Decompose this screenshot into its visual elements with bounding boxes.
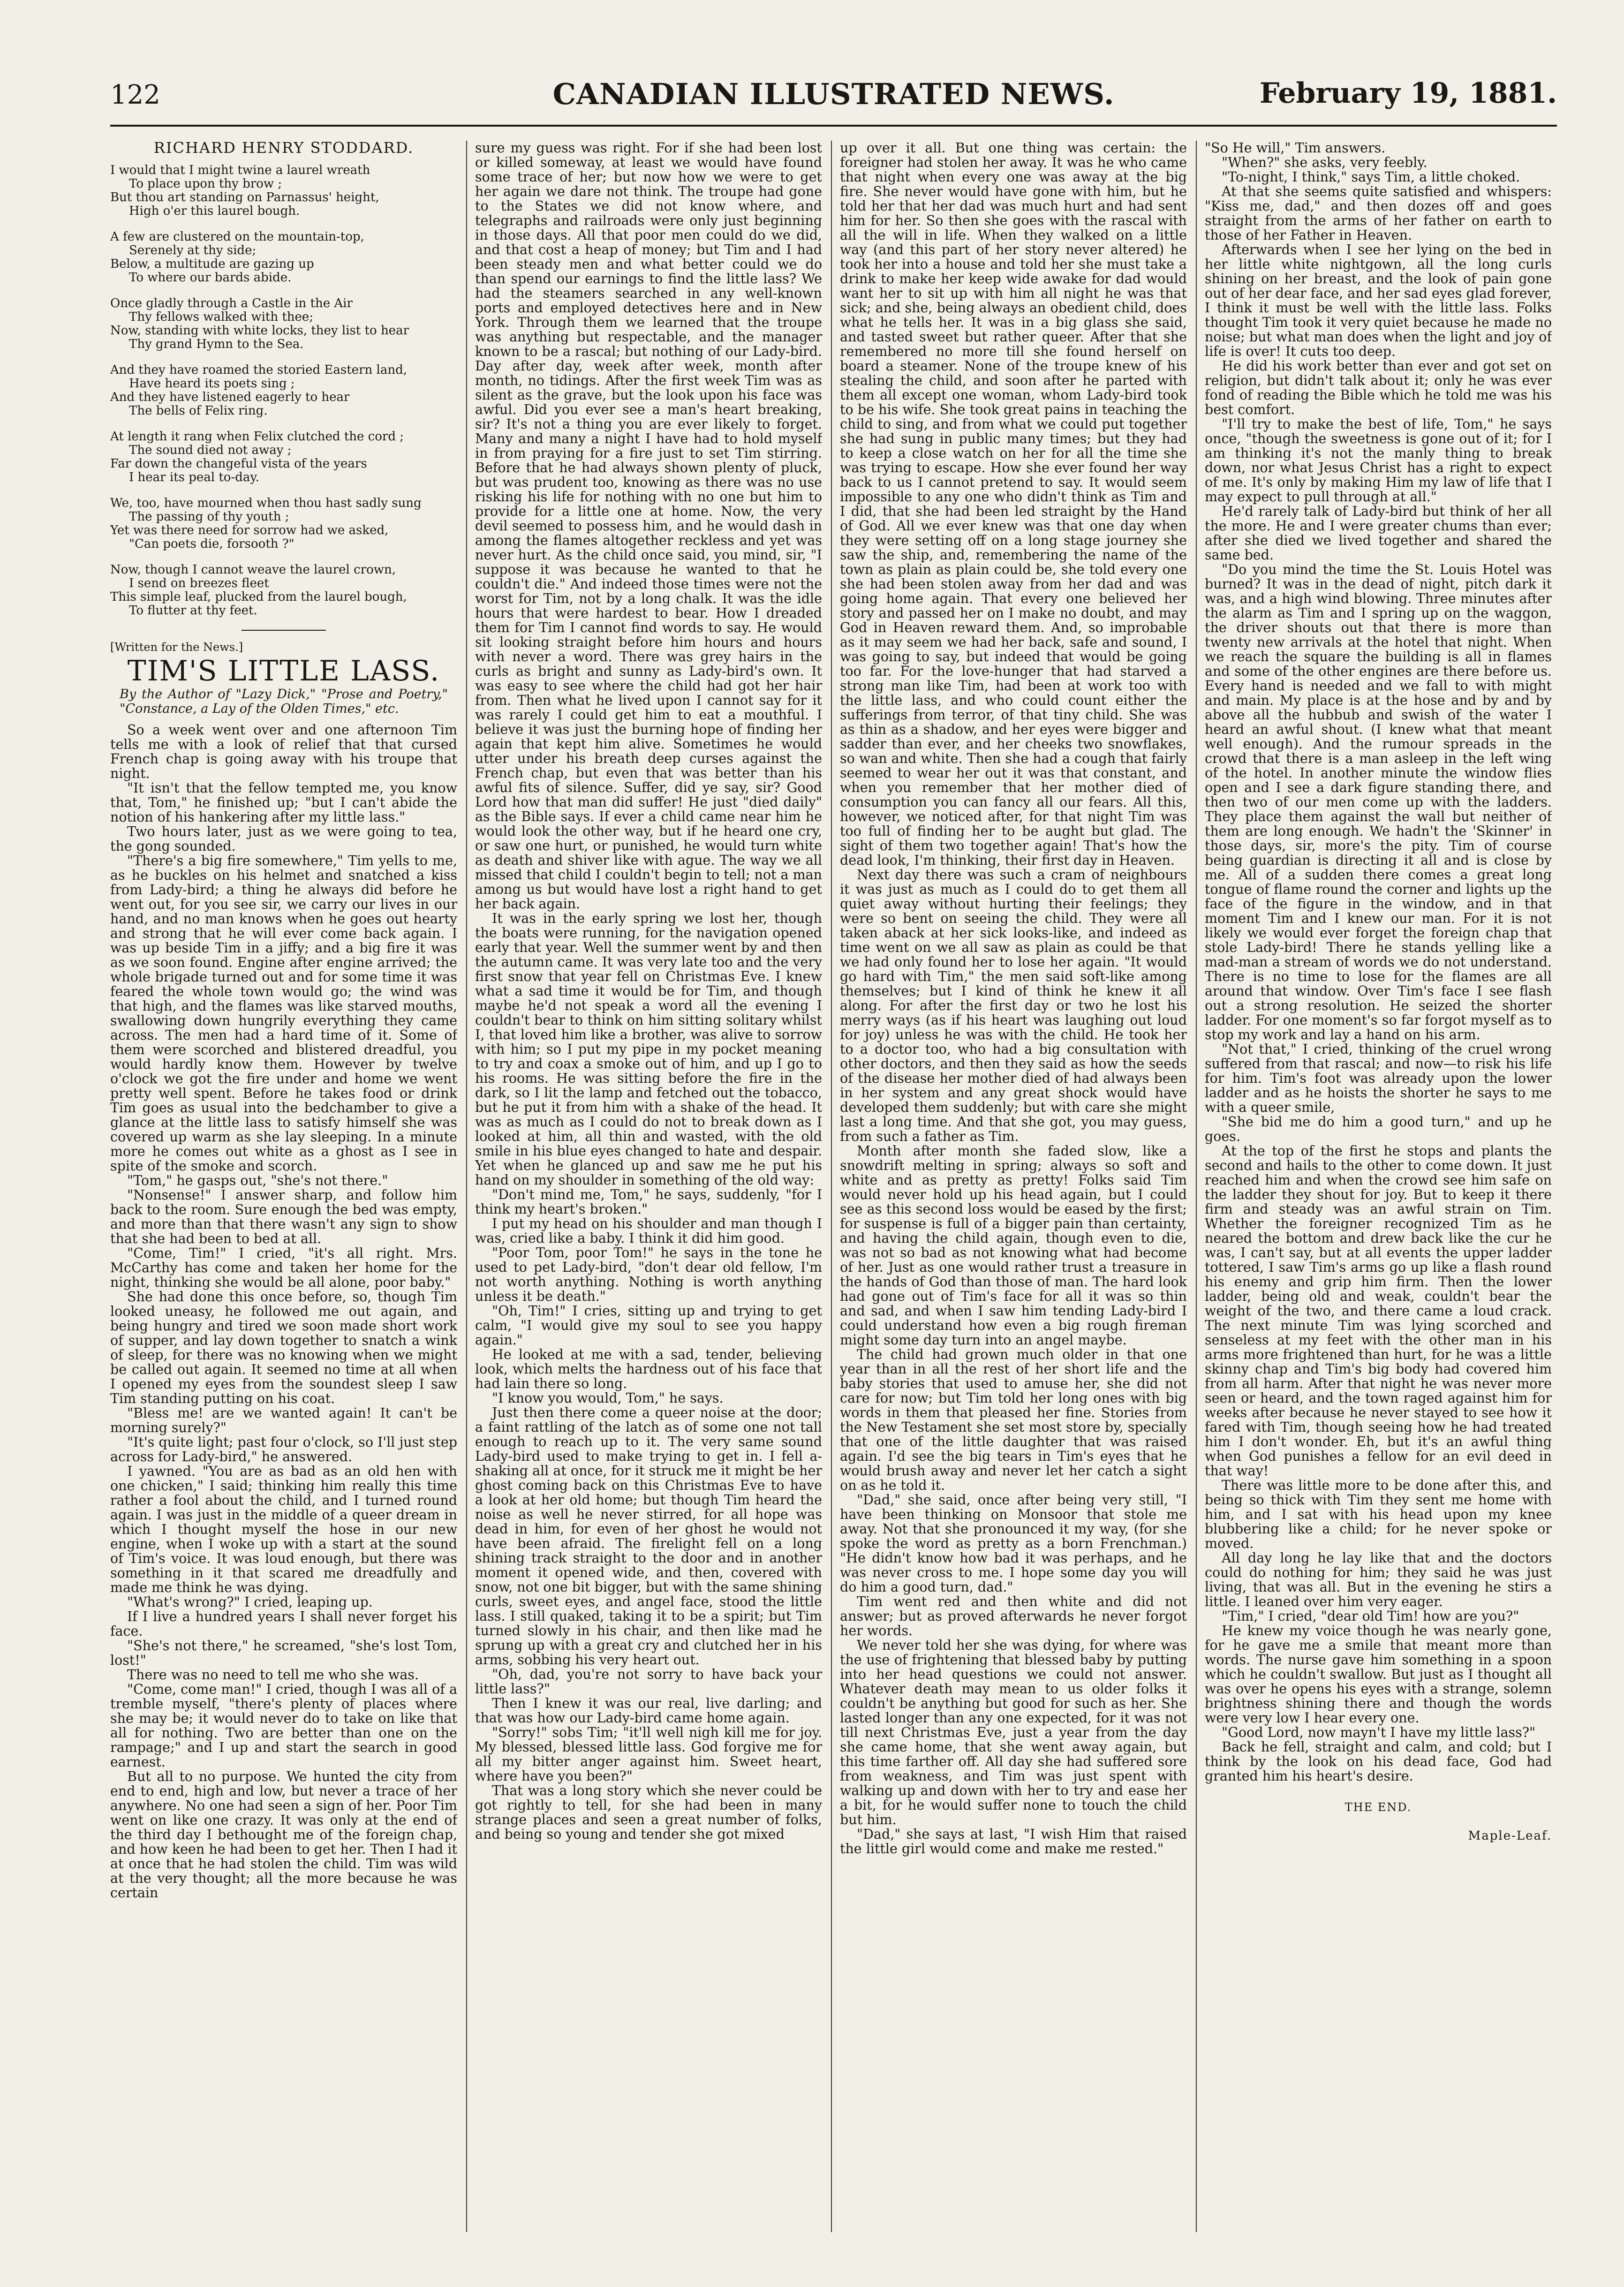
poem-line: I hear its peal to-day. <box>129 470 259 484</box>
story-paragraph: Afterwards when I see her lying on the bed in her little white nightgown, all the long curls shining on her breast, and the look of pain gone out of her dear face, and her sad eyes glad forever, I think it must be well with the little lass. Folks thought Tim took it very quiet because he made no noise; but what man does when the light and joy of life is over! It cuts too deep. <box>1205 242 1552 359</box>
poem-line: And they have listened eagerly to hear <box>110 390 350 404</box>
poem-line: Have heard its poets sing ; <box>129 377 295 391</box>
poem-body <box>110 164 457 618</box>
page-number: 122 <box>110 80 160 110</box>
poem-line: High o'er this laurel bough. <box>129 204 300 218</box>
column-4 <box>1205 141 1552 2232</box>
story-paragraph: "It isn't that the fellow tempted me, you know that, Tom," he finished up; "but I can't abide the notion of his hankering after my little lass." <box>110 780 457 825</box>
poem-line: At length it rang when Felix clutched the cord ; <box>110 430 404 444</box>
story-paragraph: "Dad," she said, once after being very still, "I have been thinking on Monsoor that stole me away. Not that she pronounced it my way, (for she spoke the word as pretty as a born Frenchman.) "He didn't know how bad it was perhaps, and he was never cross to me. I hope some day you will do him a good turn, dad." <box>840 1492 1187 1595</box>
story-paragraph: "Come, Tim!" I cried, "it's all right. Mrs. McCarthy has come and taken her home for the night, thinking she would be all alone, poor baby." <box>110 1245 457 1290</box>
issue-date: February 19, 1881. <box>1259 77 1557 110</box>
story-paragraph: That was a long story which she never could be got rightly to tell, for she had been in many strange places and seen a great number of folks, and being so young and tender she got mixed <box>475 1783 822 1842</box>
story-paragraph: "Not that," I cried, thinking of the cruel wrong suffered from that rascal; and now—to risk his life for him. Tim's foot was already upon the lower ladder and as he hoists the shorter he says to me with a queer smile, <box>1205 1042 1552 1115</box>
column-2 <box>475 141 822 2232</box>
story-paragraph: At the top of the first he stops and plants the second and hails to the other to come down. It just reached him and when the crowd see him safe on the ladder they shout for joy. But to keep it there firm and steady was an awful strain on Tim. Whether the foreigner recognized Tim as he neared the bottom and drew back like the cur he was, I can't say, but at all events the upper ladder tottered, I saw Tim's arms go up like a flash round his enemy and grip him firm. Then the lower ladder, being old and weak, couldn't bear the weight of the two, and there came a loud crack. The next minute Tim was lying scorched and senseless at my feet with the other man in his arms more frightened than hurt, for he was a little skinny chap and Tim's big body had covered him from all harm. After that night he was never more seen or heard, and the town raged against him for weeks after because he never stayed to see how it fared with Tim, though seeing how he had treated him I don't wonder. Eh, but it's an awful thing when God punishes a fellow for an evil deed in that way! <box>1205 1143 1552 1479</box>
poem-line: And they have roamed the storied Eastern land, <box>110 363 407 377</box>
written-for-note: [Written for the News.] <box>110 641 243 654</box>
poem-line: A few are clustered on the mountain-top, <box>110 230 364 244</box>
column-1 <box>110 141 457 2232</box>
article-columns <box>110 141 1557 2242</box>
page-header <box>110 70 1557 127</box>
story-paragraph: "She's not there," he screamed, "she's lost Tom, lost!" <box>110 1638 457 1668</box>
poem-line: Now, standing with white locks, they list to hear <box>110 324 409 338</box>
story-paragraph: "Sorry!" sobs Tim; "it'll well nigh kill me for joy. My blessed, blessed little lass. God forgive me for all my bitter anger against him. Sweet heart, where have you been?" <box>475 1725 822 1784</box>
story-paragraph: Next day there was such a cram of neighbours it was just as much as I could do to get them all quiet away without hurting their feelings; they were so bent on seeing the child. They were all taken aback at her sick looks-like, and indeed as time went on we all saw as plain as could be that we had only found her to lose her again. "It would go hard with Tim," the men said soft-like among themselves; but I kind of think he knew it all along. For after the first day or two he lost his merry ways (as if his heart was laughing out loud for joy) unless he was with the child. He took her to a doctor too, who had a big consultation with other doctors, and then they said as how the seeds of the disease her mother died of had always been in her system and any great shock would have developed them suddenly; but with care she might last a long time. And that she got, you may guess, from such a father as Tim. <box>840 867 1187 1144</box>
poem-stanza <box>110 230 457 285</box>
story-paragraph: "Come, come man!" I cried, though I was all of a tremble myself, "there's plenty of places where she may be; it would never do to take on like that all for nothing. Two are better than one on the rampage;" and I up and start the search in good earnest. <box>110 1682 457 1770</box>
poem-line: Once gladly through a Castle in the Air <box>110 296 353 310</box>
story-paragraph: "What's wrong?" I cried, leaping up. <box>127 1594 373 1610</box>
poem-line: The passing of thy youth ; <box>129 510 289 524</box>
story-paragraph: Just then there come a queer noise at the door; a faint rattling of the latch as of some one not tall enough to reach up to it. The very same sound Lady-bird used to make trying to get in. I fell a-shaking all at once, for it struck me it might be her ghost coming back on this Christmas Eve to have a look at her old home; but though Tim heard the noise as well he never stirred, for all hope was dead in him, for even of her ghost he would not have been afraid. The firelight fell on a long shining track straight to the door and in another moment it opened wide, and then, covered with snow, not one bit bigger, but with the same shining curls, sweet eyes, and angel face, stood the little lass. I still quaked, taking it to be a spirit; but Tim turned slowly in his chair, and then like mad he sprung up with a great cry and clutched her in his arms, sobbing his very heart out. <box>475 1405 822 1668</box>
story-paragraph: "Tim," I cried, "dear old Tim! how are you?" <box>1222 1608 1519 1624</box>
story-paragraph: "Do you mind the time the St. Louis Hotel was burned? It was in the dead of night, pitch dark it was, and a high wind blowing. Three minutes after the alarm as Tim and I spring up on the waggon, the driver shouts out that there is more than twenty new arrivals at the hotel that night. When we reach the square the building is all in flames and some of the other engines are there before us. Every hand is needed and we fall to with might and main. My place is at the hose and by and by above all the hubbub and swish of the water I heard an awful shout. (I knew what that meant well enough). And the rumour spreads in the crowd that there is a man asleep in the left wing of the hotel. In another minute the window flies open and I see a dark figure standing there, and then two of our men come up with the ladders. They place them against the wall but neither of them are long enough. We hadn't the 'Skinner' in those days, sir, more's the pity. Tim of course being guardian is directing it all and is close by me. All of a sudden there comes a great long tongue of flame round the corner and lights up the face of the figure in the window, and in that moment Tim and I knew our man. For it is not likely we would ever forget the foreign chap that stole Lady-bird! There he stands yelling like a mad-man a stream of words we do not understand. There is no time to lose for the flames are all around that window. Over Tim's face I see flash out a strong resolution. He seized the shorter ladder. For one moment's so far forgot myself as to stop my work and lay a hand on his arm. <box>1205 562 1552 1042</box>
story-paragraph: "There's a big fire somewhere," Tim yells to me, as he buckles on his helmet and snatched a kiss from Lady-bird; a thing he always did before he went out, for you see sir, we carry our lives in our hand, and no man knows when he goes out hearty and strong that he will ever come back again. I was up beside Tim in a jiffy; and a big fire it was as we soon found. Engine after engine arrived; the whole brigade turned out and for some time it was feared the whole town would go; the wind was that high, and the flames was like starved mouths, swallowing down hungrily everything they came across. The men had a hard time of it. Some of them were scorched and blistered dreadful, you would hardly know them. However by twelve o'clock we got the fire under and home we went pretty well spent. Before he takes food or drink Tim goes as usual into the bedchamber to give a glance at the little lass to satisfy himself she was covered up warm as she lay sleeping. In a minute more he comes out white as a ghost as I see in spite of the smoke and scorch. <box>110 853 457 1174</box>
poem-line: The sound died not away ; <box>129 443 292 457</box>
story-paragraph: There was no need to tell me who she was. <box>127 1667 419 1683</box>
story-paragraph: The child had grown much older in that one year than in all the rest of her short life and the baby stories that used to amuse her, she did not care for now; but Tim told her long ones with big words in them that pleased her fine. Stories from the New Testament she set most store by, specially that one of the little daughter that was raised again. I'd see the big tears in Tim's eyes that he would brush away and never let her catch a sight on as he told it. <box>840 1347 1187 1493</box>
column-3 <box>840 141 1187 2232</box>
poem-title: RICHARD HENRY STODDARD. <box>153 141 414 157</box>
story-paragraph: sure my guess was right. For if she had been lost or killed someway, at least we would have found some trace of her; but now how we were to get her again we dare not think. The troupe had gone to the States we did not know where, and telegraphs and railroads were only just beginning in those days. All that poor men could do we did, and that cost a heap of money; but Tim and I had been steady men and what better could we do than spend our earnings to find the little lass? We had the steamers searched in any well-known ports and employed detectives here and in New York. Through them we learned that the troupe was anything but respectable, and the manager known to be a rascal; but nothing of our Lady-bird. Day after day, week after week, month after month, no tidings. After the first week Tim was as silent as the grave, but the look upon his face was awful. Did you ever see a man's heart breaking, sir? It's not a thing you are ever likely to forget. Many and many a night I have had to hold myself in from praying for a fire just to set Tim stirring. Before that he had always shown plenty of pluck, but was prudent too, knowing as there was no use risking his life for nothing with no one but him to provide for a little one at home. Now, the very devil seemed to possess him, and he would dash in among the flames altogether reckless and yet was never hurt. As the child once said, you mind, sir, "I suppose it was because he wanted to that he couldn't die." And indeed those times were not the worst for Tim, not by a long chalk. It was the idle hours that were hardest to bear. How I dreaded them for Tim I cannot find words to say. He would sit looking straight before him hours and hours with never a word. There was grey hairs in the curls as bright and sunny as Lady-bird's own. It was easy to see where the child had got her hair from. Then what he lived upon I cannot say for it was rarely I could get him to eat a mouthful. I believe it was just the burning hope of finding her again that kept him alive. Sometimes he would utter under his breath deep curses against the French chap, but even that was better than his awful fits of silence. Suffer, did ye say, sir? Good Lord how that man did suffer! He just "died daily" as the Bible says. If ever a child came near him he would look the other way, but if he heard one cry, or saw one hurt, or punished, he would turn white as death and shiver like with ague. The way we all missed that child I couldn't begin to tell; not a man among us but would have lost a right hand to get her back again. <box>475 141 822 912</box>
story-paragraph: I yawned. "You are as bad as an old hen with one chicken," I said; thinking him really this time rather a fool about the child, and I turned round again. I was just in the middle of a queer dream in which I thought myself the hose in our new engine, when I woke up with a start at the sound of Tim's voice. It was loud enough, but there was something in it that scared me dreadfully and made me think he was dying. <box>110 1464 457 1595</box>
poem-line: Serenely at thy side; <box>129 243 257 257</box>
poem-stanza <box>110 497 457 551</box>
poem-line: To place upon thy brow ; <box>129 177 282 191</box>
poem-stanza <box>110 297 457 351</box>
story-paragraph: "So He will," Tim answers. <box>1205 141 1386 156</box>
poem-line: To where our bards abide. <box>129 271 292 285</box>
poem-line: I send on breezes fleet <box>129 576 269 590</box>
story-paragraph: I put my head on his shoulder and man though I was, cried like a baby. I think it did him good. <box>475 1216 822 1246</box>
poem-line: Thy fellows walked with thee; <box>129 310 314 324</box>
story-text-column-2 <box>475 141 822 1842</box>
story-paragraph: At that she seems quite satisfied and whispers: "Kiss me, dad," and then dozes off and goes straight from the arms of her father on earth to those of her Father in Heaven. <box>1205 184 1552 243</box>
story-paragraph: Back he fell, straight and calm, and cold; but I think by the look on his dead face, God had granted him his heart's desire. <box>1205 1739 1552 1784</box>
story-byline: By the Author of "Lazy Dick," "Prose and Poetry," "Constance, a Lay of the Olden Times," etc. <box>120 687 448 716</box>
story-paragraph: "I'll try to make the best of life, Tom," he says once, "though the sweetness is gone out of it; for I am thinking it's not the manly thing to break down, nor what Jesus Christ has a right to expect of me. It's only by making Him my law of life that I may expect to pull through at all." <box>1205 416 1552 505</box>
story-paragraph: But all to no purpose. We hunted the city from end to end, high and low, but never a trace of her anywhere. No one had seen a sign of her. Poor Tim went on like one crazy. It was only at the end of the third day I bethought me of the foreign chap, and how keen he had been to get her. Then I had it at once that he had stolen the child. Tim was wild at the very thought; all the more because he was certain <box>110 1769 457 1901</box>
story-paragraph: "Tom," he gasps out, "she's not there." <box>127 1173 388 1188</box>
story-text-column-4 <box>1205 141 1552 1783</box>
poem-line: But thou art standing on Parnassus' height, <box>110 190 379 204</box>
story-paragraph: "Nonsense!" I answer sharp, and follow him back to the room. Sure enough the bed was empty, and more than that there wasn't any sign to show that she had been to bed at all. <box>110 1187 457 1246</box>
story-paragraph: "Bless me! are we wanted again! It can't be morning surely?" <box>110 1405 457 1435</box>
poem-line: This simple leaf, plucked from the laurel bough, <box>110 590 407 604</box>
story-paragraph: If I live a hundred years I shall never forget his face. <box>110 1609 457 1639</box>
story-paragraph: She had done this once before, so, though Tim looked uneasy, he followed me out again, and being hungry and tired we soon made short work of supper, and lay down together to snatch a wink of sleep, for there was no knowing when we might be called out again. It seemed no time at all when I opened my eyes from the soundest sleep I saw Tim standing putting on his coat. <box>110 1289 457 1406</box>
poem-line: Below, a multitude are gazing up <box>110 257 314 271</box>
story-paragraph: up over it all. But one thing was certain: the foreigner had stolen her away. It was he who came that night when every one was away at the big fire. She never would have gone with him, but he told her that her dad was much hurt and had sent him for her. So then she goes with the rascal with all the will in life. When they walked on a little way (and this part of her story never altered) he took her into a house and told her she must take a drink to make her keep wide awake for dad would want her to sit up with him all night he was that sick; and she, being always an obedient child, does what he tells her. It was in a big glass she said, and tasted sweet but rather queer. After that she remembered no more till she found herself on board a steamer. None of the troupe knew of his stealing the child, and soon after he parted with them all except one woman, whom Lady-bird took to be his wife. She took great pains in teaching the child to sing, and from what we could put together she had sung in public many times; but they had to keep a close watch on her for all the time she was trying to escape. How she ever found her way back to us I cannot pretend to say. It would seem impossible to any one who didn't think as Tim and I did, that she had been led straight by the Hand of God. All we ever knew was that one day when they were setting off on a long stage journey she saw the ship, and, remembering the name of the town as plain as plain could be, she told every one she had been stolen away from her dad and was going home again. That every one believed her story and passed her on I make no doubt, and may God in Heaven reward them. And, so improbable as it may seem we had her back, safe and sound, I was going to say, but indeed that would be going too far. For the love-hunger that had starved a strong man like Tim, had been at work too with the little lass, and who could count either the sufferings from terror, of that tiny child. She was as thin as a shadow, and her eyes were bigger and sadder than ever, and her cheeks two snowflakes, so wan and white. Then she had a cough that fairly seemed to wear her out it was that constant, and when you remember that her mother died of consumption you can fancy all our fears. All this, however, we noticed after, for that night Tim was too full of finding her to be aught but glad. The sight of them two together again! That's how the dead look, I'm thinking, their first day in Heaven. <box>840 141 1187 868</box>
author-signature: Maple-Leaf. <box>1468 1829 1552 1843</box>
poem-stanza <box>110 363 457 418</box>
column-divider <box>831 141 832 2232</box>
story-paragraph: "Good Lord, now mayn't I have my little lass?" <box>1222 1725 1536 1740</box>
story-paragraph: Month after month she faded slow, like a snowdrift melting in spring; always so soft and white and as pretty as pretty! Folks said Tim would never hold up his head again, but I could see as this second loss would be eased by the first; for suspense is full of a bigger pain than certainty, and having the child again, though even to die, was not so bad as not knowing what had become of her. Just as one would rather trust a treasure in the hands of God than those of man. The hard look had gone out of Tim's face for all it was so thin and sad, and when I saw him tending Lady-bird I could understand how even a big rough fireman might some day turn into an angel maybe. <box>840 1143 1187 1348</box>
story-paragraph: So a week went over and one afternoon Tim tells me with a look of relief that that cursed French chap is going away with his troupe that night. <box>110 722 457 781</box>
story-paragraph: It was in the early spring we lost her, though the boats were running, for the navigation opened early that year. Well the summer went by and then the autumn came. It was very late too and the very first snow that year fell on Christmas Eve. I knew what a sad time it would be for Tim, and though maybe he'd not speak a word all the evening I couldn't bear to think on him sitting solitary whilst I, that loved him like a brother, was alive to sorrow with him; so I put my pipe in my pocket meaning to try and coax a smoke out of him, and up I go to his rooms. He was sitting before the fire in the dark, so I lit the lamp and fetched out the tobacco, but he put it from him with a shake of the head. It was as much as I could do not to break down as I looked at him, all thin and wasted, with the old smile in his blue eyes changed to hate and despair. Yet when he glanced up and saw me he put his hand on my shoulder in something of the old way: <box>475 911 822 1188</box>
story-text-column-3 <box>840 141 1187 1856</box>
story-paragraph: "Dad," she says at last, "I wish Him that raised the little girl would come and make me rested." <box>840 1827 1187 1857</box>
story-paragraph: "When?" she asks, very feebly. <box>1222 155 1428 170</box>
story-end-mark: THE END. <box>1345 1801 1412 1814</box>
newspaper-page <box>110 70 1557 2242</box>
poem-line: The bells of Felix ring. <box>129 404 268 418</box>
story-paragraph: We never told her she was dying, for where was the use of frightening that blessed baby by putting into her head questions we could not answer. Whatever death may mean to us older folks it couldn't be anything but good for such as her. She lasted longer than any one expected, for it was not till next Christmas Eve, just a year from the day she came home, that she went away again, but this time farther off. All day she had suffered sore from weakness, and Tim was just spent with walking up and down with her to try and ease her a bit, for he would suffer none to touch the child but him. <box>840 1638 1187 1827</box>
story-paragraph: Then I knew it was our real, live darling; and that was how our Lady-bird came home again. <box>475 1696 822 1726</box>
story-paragraph: "It's quite light; past four o'clock, so I'll just step across for Lady-bird," he answered. <box>110 1434 457 1464</box>
story-paragraph: All day long he lay like that and the doctors could do nothing for him; they said he was just living, that was all. But in the evening he stirs a little. I leaned over him very eager. <box>1205 1550 1552 1609</box>
poem-stanza <box>110 164 457 218</box>
publication-title: CANADIAN ILLUSTRATED NEWS. <box>552 77 1115 111</box>
story-paragraph: "Poor Tom, poor Tom!" he says in the tone he used to pet Lady-bird, "don't dear old fellow, I'm not worth anything. Nothing is worth anything unless it be death." <box>475 1245 822 1304</box>
column-divider <box>1196 141 1197 2232</box>
story-paragraph: He did his work better than ever and got set on religion, but didn't talk about it; only he was ever fond of reading the Bible which he told me was his best comfort. <box>1205 358 1552 417</box>
poem-line: To flutter at thy feet. <box>129 604 257 618</box>
column-divider <box>466 141 467 2232</box>
story-paragraph: "She bid me do him a good turn," and up he goes. <box>1205 1114 1552 1144</box>
poem-stanza <box>110 563 457 618</box>
story-paragraph: "Oh, Tim!" I cries, sitting up and trying to get calm, "I would give my soul to see you happy again." <box>475 1303 822 1348</box>
story-paragraph: "Oh, dad, you're not sorry to have back your little lass?" <box>475 1667 822 1697</box>
section-divider <box>242 630 326 631</box>
story-paragraph: He knew my voice though he was nearly gone, for he gave me a smile that meant more than words. The nurse gave him something in a spoon which he couldn't swallow. But just as I thought all was over he opens his eyes with a strange, solemn brightness shining there and though the words were very low I hear every one. <box>1205 1623 1552 1726</box>
story-paragraph: "Don't mind me, Tom," he says, suddenly, "for I think my heart's broken." <box>475 1187 822 1217</box>
poem-line: "Can poets die, forsooth ?" <box>129 537 295 551</box>
poem-line: Thy grand Hymn to the Sea. <box>129 337 304 351</box>
poem-stanza <box>110 430 457 484</box>
poem-line: Now, though I cannot weave the laurel crown, <box>110 563 396 577</box>
story-text-column-1 <box>110 723 457 1900</box>
story-paragraph: There was little more to be done after this, and being so thick with Tim they sent me home with him, and I sat with his head upon my knee blubbering like a child; for he never spoke or moved. <box>1205 1478 1552 1551</box>
story-paragraph: He looked at me with a sad, tender, believing look, which melts the hardness out of his face that had lain there so long. <box>475 1347 822 1391</box>
story-paragraph: "I know you would, Tom," he says. <box>492 1390 724 1406</box>
story-paragraph: "To-night, I think," says Tim, a little choked. <box>1222 169 1520 185</box>
poem-line: I would that I might twine a laurel wreath <box>110 163 370 177</box>
story-paragraph: Two hours later, just as we were going to tea, the gong sounded. <box>110 824 457 854</box>
poem-line: Far down the changeful vista of the years <box>110 457 367 471</box>
poem-line: Yet was there need for sorrow had we asked, <box>110 523 389 537</box>
story-title: TIM'S LITTLE LASS. <box>127 655 440 687</box>
poem-line: We, too, have mourned when thou hast sadly sung <box>110 496 422 510</box>
story-paragraph: He'd rarely talk of Lady-bird but think of her all the more. He and I were greater chums than ever; after she died we lived together and shared the same bed. <box>1205 504 1552 563</box>
story-paragraph: Tim went red and then white and did not answer; but as proved afterwards he never forgot her words. <box>840 1594 1187 1638</box>
